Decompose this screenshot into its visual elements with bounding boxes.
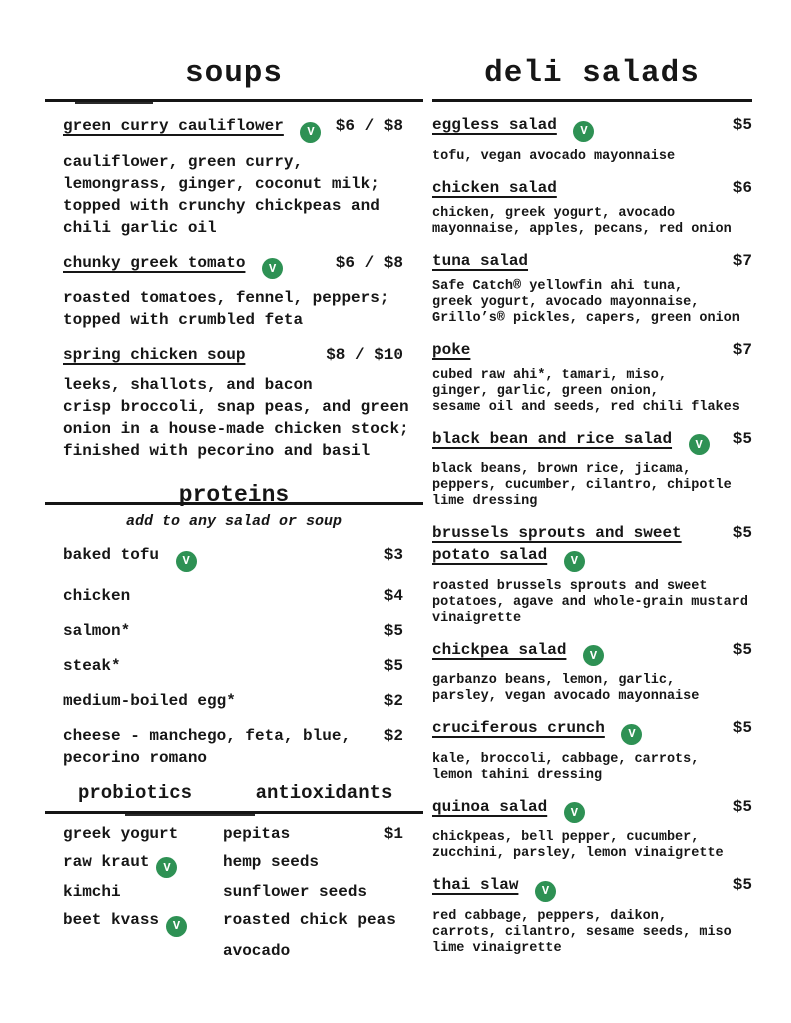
item-price: $5 [383,621,403,640]
menu-item-eggless-salad [432,114,752,165]
item-description [45,374,423,462]
item-name: chickpea salad [432,640,567,659]
item-price: $5 [732,640,752,659]
item-name: cruciferous crunch [432,719,605,737]
desc-line: lemongrass, ginger, coconut milk; [63,174,380,193]
desc-line: topped with crunchy chickpeas and [63,196,380,215]
item-name: baked tofu [63,546,160,564]
item-name: hemp seeds [223,852,320,871]
item-description [432,149,752,165]
menu-item-brussels-sweet-potato-salad [432,522,752,627]
section-title-deli-salads: deli salads [484,56,700,91]
desc-line: garbanzo beans, lemon, garlic, [432,673,676,688]
item-description [432,673,752,705]
desc-line: vinaigrette [432,610,522,626]
desc-line: parsley, vegan avocado mayonnaise [432,689,700,704]
desc-line: roasted tomatoes, fennel, peppers; [63,289,390,307]
item-price: $7 [732,340,752,359]
desc-line: lime dressing [432,494,538,509]
booster-row [45,906,423,937]
boosters-divider-accent [125,814,255,816]
booster-row [45,937,423,965]
item-price: $5 [732,116,752,134]
booster-row [45,878,423,906]
item-name: raw kraut [63,852,150,871]
vegan-icon: V [621,724,642,745]
desc-line: carrots, cilantro, sesame seeds, miso [432,924,732,940]
item-price: $1 [383,824,403,843]
item-name: chicken salad [432,178,557,197]
item-price: $4 [383,586,403,605]
vegan-icon: V [166,916,187,937]
desc-line: chicken, greek yogurt, avocado [432,205,676,221]
desc-line: Grillo’s® pickles, capers, green onion [432,310,740,326]
proteins-section [45,480,423,769]
item-price: $5 [732,429,752,448]
item-name: black bean and rice salad [432,429,673,448]
item-name: cheese - manchego, feta, blue, pecorino romano [63,726,352,767]
menu-item-chickpea-salad [432,639,752,706]
desc-line: cubed raw ahi*, tamari, miso, [432,367,667,383]
desc-line: potatoes, agave and whole-grain mustard [432,594,748,610]
desc-line: roasted brussels sprouts and sweet [432,578,708,594]
item-name: pepitas [223,824,291,843]
item-description [432,830,752,862]
vegan-icon: V [262,258,283,279]
section-title-proteins: proteins [178,482,290,508]
item-name: roasted chick peas [223,911,396,929]
deli-divider [432,99,752,102]
booster-row [45,820,423,848]
item-name: chicken [63,586,131,605]
desc-line: kale, broccoli, cabbage, carrots, [432,751,700,767]
vegan-icon: V [573,121,594,142]
desc-line: ginger, garlic, green onion, [432,383,659,399]
item-name: avocado [223,941,291,960]
menu-item-tuna-salad [432,250,752,327]
item-description [432,368,752,416]
item-price: $3 [383,546,403,564]
item-name: medium-boiled egg* [63,691,236,710]
vegan-icon: V [300,122,321,143]
item-description [45,151,423,239]
protein-row-steak [45,655,423,677]
item-name: greek yogurt [63,824,179,843]
item-price: $5 [732,719,752,737]
item-name: salmon* [63,621,131,640]
vegan-icon: V [176,551,197,572]
section-title-probiotics: probiotics [77,781,193,804]
menu-item-chicken-salad [432,177,752,238]
desc-line: zucchini, parsley, lemon vinaigrette [432,846,724,861]
vegan-icon: V [535,881,556,902]
desc-line: chili garlic oil [63,218,217,237]
desc-line: topped with crumbled feta [63,311,304,329]
menu-item-poke [432,339,752,416]
item-price: $2 [383,691,403,710]
item-name: sunflower seeds [223,883,368,901]
soups-divider [45,99,423,102]
desc-line: peppers, cucumber, cilantro, chipotle [432,478,732,493]
menu-item-cruciferous-crunch [432,717,752,784]
item-name: green curry cauliflower [63,117,284,135]
item-name: eggless salad [432,116,557,134]
item-description [432,279,752,327]
menu-item-quinoa-salad [432,796,752,863]
section-title-soups: soups [184,56,283,91]
item-name: thai slaw [432,876,519,894]
desc-line: crisp broccoli, snap peas, and green [63,398,409,416]
item-price: $5 [732,876,752,894]
desc-line: Safe Catch® yellowfin ahi tuna, [432,278,684,294]
desc-line: black beans, brown rice, jicama, [432,462,692,477]
desc-line: lemon tahini dressing [432,767,603,783]
protein-row-chicken [45,585,423,607]
desc-line: greek yogurt, avocado mayonnaise, [432,294,700,310]
item-price: $6 / $8 [335,253,403,272]
item-description [432,579,752,627]
vegan-icon: V [583,645,604,666]
menu-item-chunky-greek-tomato [45,252,423,332]
protein-row-cheese [45,725,423,769]
desc-line: cauliflower, green curry, [63,152,304,171]
section-title-antioxidants: antioxidants [255,781,393,804]
menu-item-thai-slaw [432,874,752,957]
desc-line: tofu, vegan avocado mayonnaise [432,148,676,164]
soups-divider-accent [75,102,153,104]
protein-row-baked-tofu [45,544,423,572]
item-price: $5 [732,524,752,542]
vegan-icon: V [156,857,177,878]
protein-row-salmon [45,620,423,642]
protein-row-egg [45,690,423,712]
booster-row [45,848,423,879]
item-price: $5 [383,656,403,675]
item-price: $8 / $10 [326,346,403,364]
item-description [432,462,752,510]
proteins-header [45,480,423,510]
right-column [432,56,752,1023]
item-name: kimchi [63,883,121,901]
desc-line: finished with pecorino and basil [63,442,371,460]
vegan-icon: V [564,551,585,572]
desc-line: sesame oil and seeds, red chili flakes [432,399,740,415]
item-name: steak* [63,656,121,675]
item-price: $6 / $8 [335,117,403,135]
item-name: poke [432,340,471,359]
desc-line: chickpeas, bell pepper, cucumber, [432,830,700,845]
item-name: beet kvass [63,911,160,929]
boosters-divider [45,811,423,814]
item-price: $5 [732,797,752,816]
item-name: tuna salad [432,251,529,270]
item-price: $2 [383,726,403,745]
item-name: brussels sprouts and sweet potato salad [432,524,682,564]
proteins-subtitle: add to any salad or soup [125,513,343,530]
vegan-icon: V [689,434,710,455]
desc-line: red cabbage, peppers, daikon, [432,908,667,924]
item-description [432,206,752,238]
left-column [45,56,423,1023]
vegan-icon: V [564,802,585,823]
menu-item-spring-chicken-soup [45,344,423,462]
item-name: quinoa salad [432,797,548,816]
item-description [432,752,752,784]
item-price: $6 [732,178,752,197]
menu-item-black-bean-rice-salad [432,428,752,511]
desc-line: onion in a house-made chicken stock; [63,420,409,438]
item-name: chunky greek tomato [63,253,246,272]
desc-line: mayonnaise, apples, pecans, red onion [432,221,732,237]
item-name: spring chicken soup [63,346,246,364]
item-price: $7 [732,251,752,270]
menu-item-green-curry-cauliflower [45,115,423,239]
desc-line: leeks, shallots, and bacon [63,376,313,394]
desc-line: lime vinaigrette [432,940,562,956]
boosters-section [45,782,423,965]
item-description [432,909,752,957]
item-description [45,287,423,331]
